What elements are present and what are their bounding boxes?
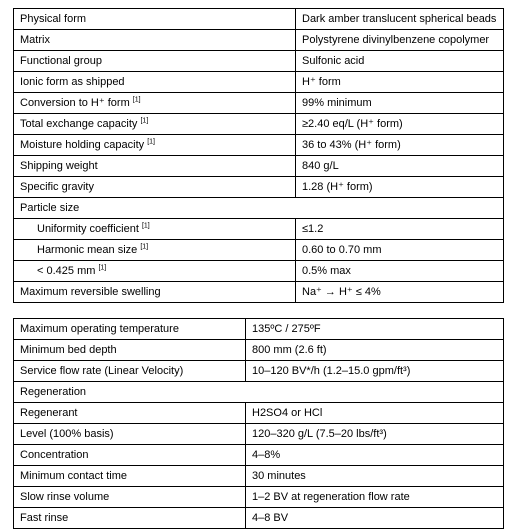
row-label: Service flow rate (Linear Velocity) (14, 361, 246, 382)
row-value: Dark amber translucent spherical beads (296, 9, 504, 30)
row-label: Minimum bed depth (14, 340, 246, 361)
row-label: Minimum contact time (14, 466, 246, 487)
footnote-ref: [1] (132, 96, 141, 104)
row-value: 800 mm (2.6 ft) (246, 340, 504, 361)
row-label (14, 114, 296, 135)
row-label-text: Harmonic mean size (37, 244, 138, 256)
row-label: Fast rinse (14, 508, 246, 529)
row-label (14, 261, 296, 282)
table-row (14, 177, 504, 198)
table-row (14, 30, 504, 51)
table-row (14, 424, 504, 445)
table-row (14, 340, 504, 361)
row-label: Specific gravity (14, 177, 296, 198)
row-value: 840 g/L (296, 156, 504, 177)
footnote-ref: [1] (147, 138, 155, 146)
row-label: Maximum operating temperature (14, 319, 246, 340)
row-label-text: < 0.425 mm (37, 265, 96, 277)
section-row (14, 198, 504, 219)
row-label (14, 240, 296, 261)
row-label: Physical form (14, 9, 296, 30)
row-label-text: Conversion to H⁺ form (20, 97, 130, 109)
table-row (14, 361, 504, 382)
row-label: Level (100% basis) (14, 424, 246, 445)
table-row (14, 93, 504, 114)
row-value: 0.5% max (296, 261, 504, 282)
row-label: Slow rinse volume (14, 487, 246, 508)
row-value: Na⁺ → H⁺ ≤ 4% (296, 282, 504, 303)
table-row (14, 114, 504, 135)
footnote-ref: [1] (98, 264, 107, 272)
operating-conditions-table (13, 318, 504, 529)
section-label: Regeneration (14, 382, 504, 403)
table-row (14, 219, 504, 240)
row-label (14, 135, 296, 156)
table-row (14, 156, 504, 177)
row-label-text: Uniformity coefficient (37, 223, 139, 235)
row-value: 1–2 BV at regeneration flow rate (246, 487, 504, 508)
row-label: Functional group (14, 51, 296, 72)
footnote-ref: [1] (141, 222, 150, 230)
table-row (14, 51, 504, 72)
section-label: Particle size (14, 198, 504, 219)
row-value: Polystyrene divinylbenzene copolymer (296, 30, 504, 51)
table-row (14, 135, 504, 156)
table-row (14, 240, 504, 261)
row-label (14, 93, 296, 114)
row-label: Concentration (14, 445, 246, 466)
table-row (14, 487, 504, 508)
row-value: 1.28 (H⁺ form) (296, 177, 504, 198)
row-value: H⁺ form (296, 72, 504, 93)
row-value: 36 to 43% (H⁺ form) (296, 135, 504, 156)
table-row (14, 466, 504, 487)
row-value: ≤1.2 (296, 219, 504, 240)
table-row (14, 9, 504, 30)
row-value: 4–8 BV (246, 508, 504, 529)
table-row (14, 403, 504, 424)
properties-table (13, 8, 504, 303)
footnote-ref: [1] (140, 117, 149, 125)
section-row (14, 382, 504, 403)
table-row (14, 72, 504, 93)
row-value: 120–320 g/L (7.5–20 lbs/ft³) (246, 424, 504, 445)
table-row (14, 508, 504, 529)
row-value: 30 minutes (246, 466, 504, 487)
row-value: Sulfonic acid (296, 51, 504, 72)
row-value: 135ºC / 275ºF (246, 319, 504, 340)
row-label: Maximum reversible swelling (14, 282, 296, 303)
row-value: 4–8% (246, 445, 504, 466)
row-label: Shipping weight (14, 156, 296, 177)
table-row (14, 282, 504, 303)
table-row (14, 261, 504, 282)
row-value: H2SO4 or HCl (246, 403, 504, 424)
row-label (14, 219, 296, 240)
row-label: Regenerant (14, 403, 246, 424)
row-value: 99% minimum (296, 93, 504, 114)
row-value: 10–120 BV*/h (1.2–15.0 gpm/ft³) (246, 361, 504, 382)
row-label-text: Total exchange capacity (20, 118, 138, 130)
row-value: 0.60 to 0.70 mm (296, 240, 504, 261)
row-label: Ionic form as shipped (14, 72, 296, 93)
row-label: Matrix (14, 30, 296, 51)
row-label-text: Moisture holding capacity (20, 139, 145, 151)
table-row (14, 445, 504, 466)
table-row (14, 319, 504, 340)
footnote-ref: [1] (140, 243, 149, 251)
row-value: ≥2.40 eq/L (H⁺ form) (296, 114, 504, 135)
